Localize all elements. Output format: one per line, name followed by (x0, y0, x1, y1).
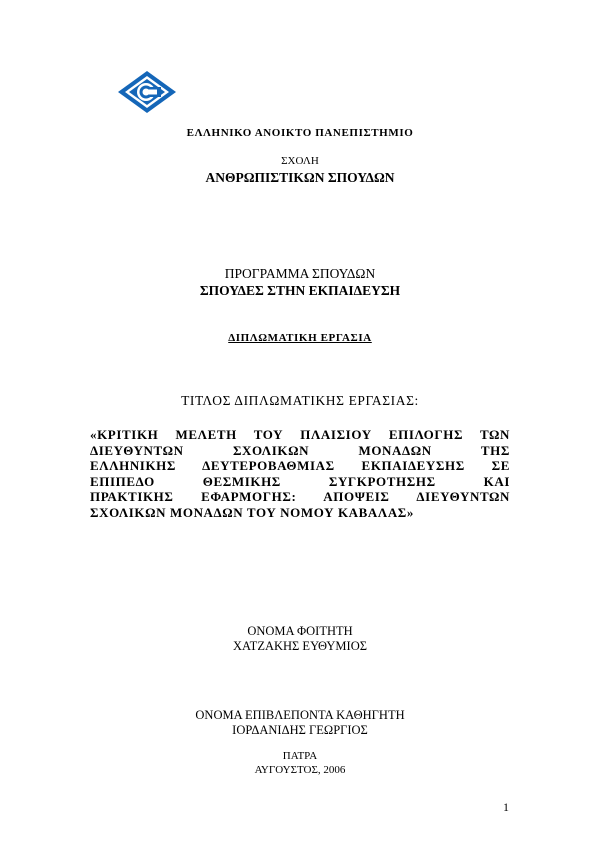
title-line: ΔΙΕΥΘΥΝΤΩΝ ΣΧΟΛΙΚΩΝ ΜΟΝΑΔΩΝ ΤΗΣ (90, 442, 510, 458)
student-name: ΧΑΤΖΑΚΗΣ ΕΥΘΥΜΙΟΣ (233, 639, 367, 653)
title-heading: ΤΙΤΛΟΣ ΔΙΠΛΩΜΑΤΙΚΗΣ ΕΡΓΑΣΙΑΣ: (181, 393, 419, 408)
title-line: ΕΠΙΠΕΔΟ ΘΕΣΜΙΚΗΣ ΣΥΓΚΡΟΤΗΣΗΣ ΚΑΙ (90, 473, 510, 489)
university-name: ΕΛΛΗΝΙΚΟ ΑΝΟΙΚΤΟ ΠΑΝΕΠΙΣΤΗΜΙΟ (186, 127, 414, 139)
thesis-title (90, 427, 510, 520)
title-line: ΠΡΑΚΤΙΚΗΣ ΕΦΑΡΜΟΓΗΣ: ΑΠΟΨΕΙΣ ΔΙΕΥΘΥΝΤΩΝ (90, 489, 510, 504)
university-logo-icon (117, 70, 177, 114)
title-line: ΕΛΛΗΝΙΚΗΣ ΔΕΥΤΕΡΟΒΑΘΜΙΑΣ ΕΚΠΑΙΔΕΥΣΗΣ ΣΕ (90, 458, 510, 473)
school-label: ΣΧΟΛΗ (281, 155, 319, 167)
supervisor-label: ΟΝΟΜΑ ΕΠΙΒΛΕΠΟΝΤΑ ΚΑΘΗΓΗΤΗ (195, 708, 405, 722)
supervisor-name: ΙΟΡΔΑΝΙΔΗΣ ΓΕΩΡΓΙΟΣ (232, 723, 368, 737)
thesis-type: ΔΙΠΛΩΜΑΤΙΚΗ ΕΡΓΑΣΙΑ (228, 332, 372, 344)
program-label: ΠΡΟΓΡΑΜΜΑ ΣΠΟΥΔΩΝ (224, 266, 376, 281)
school-name: ΑΝΘΡΩΠΙΣΤΙΚΩΝ ΣΠΟΥΔΩΝ (205, 170, 395, 185)
student-label: ΟΝΟΜΑ ΦΟΙΤΗΤΗ (247, 624, 353, 638)
place: ΠΑΤΡΑ (282, 750, 318, 762)
program-name: ΣΠΟΥΔΕΣ ΣΤΗΝ ΕΚΠΑΙΔΕΥΣΗ (199, 283, 401, 298)
title-line: ΣΧΟΛΙΚΩΝ ΜΟΝΑΔΩΝ ΤΟΥ ΝΟΜΟΥ ΚΑΒΑΛΑΣ» (90, 504, 415, 520)
title-line: «ΚΡΙΤΙΚΗ ΜΕΛΕΤΗ ΤΟΥ ΠΛΑΙΣΙΟΥ ΕΠΙΛΟΓΗΣ ΤΩΝ (90, 427, 510, 442)
date: ΑΥΓΟΥΣΤΟΣ, 2006 (254, 764, 346, 776)
page-number: 1 (503, 800, 509, 814)
